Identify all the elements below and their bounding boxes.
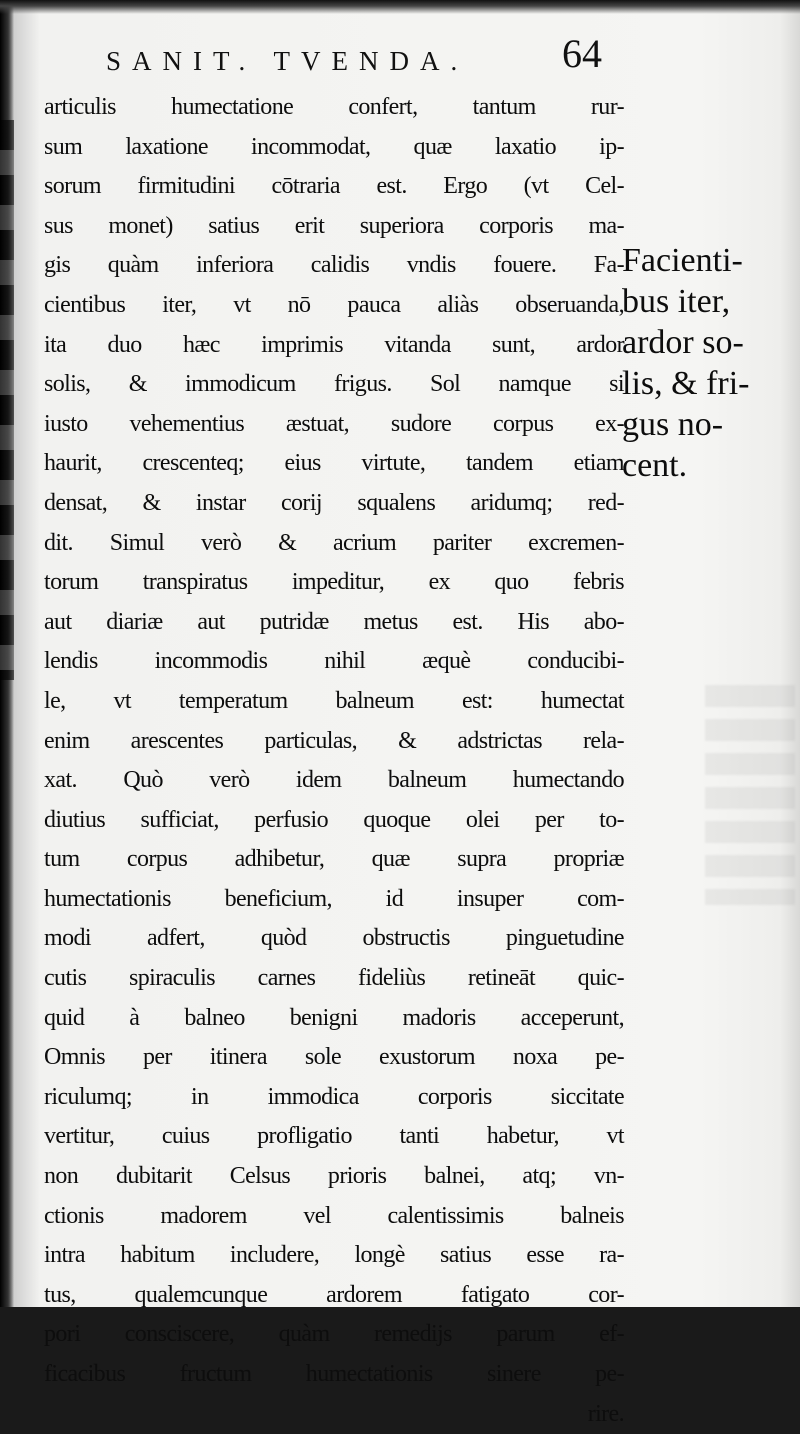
main-text-block <box>44 88 624 1434</box>
text-line: iusto vehementius æstuat, sudore corpus ex- <box>44 410 624 437</box>
text-line: articulis humectatione confert, tantum rur- <box>44 94 624 120</box>
marginal-note-line: bus iter, <box>622 283 731 320</box>
text-line: cutis spiraculis carnes fideliùs retineāt quic- <box>44 965 624 992</box>
text-line: rire. <box>587 1400 624 1427</box>
marginal-note-line: gus no- <box>622 406 724 443</box>
text-line: pori consciscere, quàm remedijs parum ef- <box>44 1321 624 1348</box>
text-line: cientibus iter, vt nō pauca aliàs obseruanda, <box>44 291 624 318</box>
text-line: modi adfert, quòd obstructis pinguetudine <box>44 925 624 952</box>
text-line: ficacibus fructum humectationis sinere pe- <box>44 1361 624 1387</box>
text-line: sum laxatione incommodat, quæ laxatio ip- <box>44 133 624 160</box>
text-line: le, vt temperatum balneum est: humectat <box>44 687 624 714</box>
marginal-note-line: ardor so- <box>622 324 744 361</box>
text-line: lendis incommodis nihil æquè conducibi- <box>44 648 624 675</box>
text-line: solis, & immodicum frigus. Sol namque si <box>44 371 624 398</box>
text-line: non dubitarit Celsus prioris balnei, atq; vn- <box>44 1163 624 1190</box>
top-edge-shadow <box>0 0 800 14</box>
text-line: diutius sufficiat, perfusio quoque olei per to- <box>44 806 624 833</box>
text-line: torum transpiratus impeditur, ex quo febris <box>44 569 624 596</box>
gutter-edge <box>0 120 14 680</box>
marginal-note-line: Facienti- <box>622 242 743 279</box>
page-header <box>100 30 620 80</box>
text-line: Omnis per itinera sole exustorum noxa pe- <box>44 1044 624 1071</box>
text-line: haurit, crescenteq; eius virtute, tandem etiam <box>44 450 624 477</box>
text-line: tus, qualemcunque ardorem fatigato cor- <box>44 1281 624 1308</box>
text-line: intra habitum includere, longè satius esse ra- <box>44 1242 624 1269</box>
text-line: densat, & instar corij squalens aridumq; red- <box>44 489 624 516</box>
text-line: aut diariæ aut putridæ metus est. His abo- <box>44 608 624 635</box>
show-through-bleed <box>705 685 795 905</box>
marginal-note-line: cent. <box>622 447 688 484</box>
text-line: tum corpus adhibetur, quæ supra propriæ <box>44 846 624 873</box>
text-line: dit. Simul verò & acrium pariter excremen- <box>44 529 624 556</box>
text-line: sus monet) satius erit superiora corporis ma- <box>44 212 624 239</box>
running-head: SANIT. TVENDA. <box>106 46 469 76</box>
text-line: xat. Quò verò idem balneum humectando <box>44 767 624 794</box>
text-line: riculumq; in immodica corporis siccitate <box>44 1083 624 1110</box>
text-line: humectationis beneficium, id insuper com- <box>44 885 624 912</box>
text-line: ctionis madorem vel calentissimis balneis <box>44 1202 624 1229</box>
text-line: sorum firmitudini cōtraria est. Ergo (vt Cel- <box>44 173 624 200</box>
text-line: quid à balneo benigni madoris acceperunt, <box>44 1004 624 1031</box>
page-number: 64 <box>562 31 602 76</box>
text-line: vertitur, cuius profligatio tanti habetur, vt <box>44 1123 624 1150</box>
text-line: ita duo hæc imprimis vitanda sunt, ardor <box>44 331 624 358</box>
marginal-note <box>622 240 772 486</box>
text-line: gis quàm inferiora calidis vndis fouere. Fa- <box>44 252 624 279</box>
marginal-note-line: lis, & fri- <box>622 365 750 402</box>
text-line: enim arescentes particulas, & adstrictas rela- <box>44 727 624 754</box>
